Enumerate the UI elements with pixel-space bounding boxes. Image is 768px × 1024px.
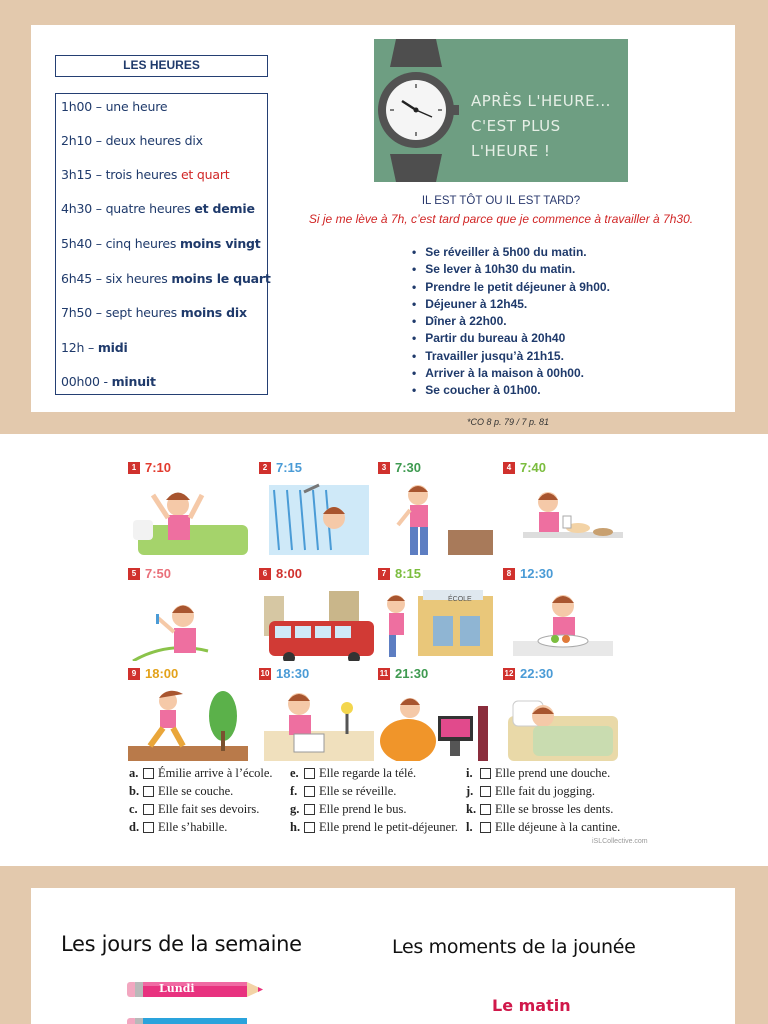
tasks-list: [412, 244, 610, 400]
scene-illustration: [128, 686, 248, 761]
scene-number: 4: [503, 462, 515, 474]
quiz-item: [290, 800, 458, 818]
scene-number: 10: [260, 669, 270, 678]
quiz-letter: k.: [466, 801, 477, 816]
scene-time: 7:30: [395, 460, 422, 475]
heure-text: 2h10 – deux heures dix: [61, 133, 203, 148]
scene-number: 9: [128, 668, 140, 680]
moment-matin: Le matin: [492, 996, 571, 1015]
scene-illustration: [259, 586, 379, 661]
quiz-column: [129, 764, 273, 836]
heure-item: [61, 374, 156, 389]
quiz-text: Elle prend une douche.: [495, 765, 611, 780]
task-item: • Déjeuner à 12h45.: [412, 296, 610, 313]
question-heading: IL EST TÔT OU IL EST TARD?: [421, 195, 581, 207]
scene-number: 5: [128, 568, 140, 580]
quiz-text: Elle fait ses devoirs.: [158, 801, 260, 816]
quiz-item: [466, 818, 620, 836]
heure-text: 4h30 – quatre heures: [61, 201, 195, 216]
scene-number: 2: [259, 462, 271, 474]
heure-text: 00h00 -: [61, 374, 112, 389]
credit-watermark: iSLCollective.com: [592, 838, 648, 845]
quiz-text: Elle prend le bus.: [319, 801, 407, 816]
heure-text: 1h00 – une heure: [61, 99, 168, 114]
quiz-checkbox[interactable]: [143, 786, 154, 797]
slide-les-heures: [31, 25, 735, 412]
watch-illustration: [374, 39, 628, 182]
heure-text: 6h45 – six heures: [61, 271, 172, 286]
quiz-letter: l.: [466, 819, 473, 834]
quiz-letter: g.: [290, 801, 300, 816]
heure-item: [61, 236, 261, 251]
scene-3: [378, 462, 493, 552]
quiz-checkbox[interactable]: [304, 786, 315, 797]
school-sign: ÉCOLE: [448, 596, 472, 603]
quiz-letter: j.: [466, 783, 474, 798]
quiz-text: Elle s’habille.: [158, 819, 228, 834]
pencil-label: Lundi: [159, 982, 195, 995]
watch-slogan-line2: C'EST PLUS L'HEURE !: [471, 117, 561, 160]
scene-time: 7:15: [276, 460, 303, 475]
scene-time: 22:30: [520, 666, 554, 681]
heure-text: 7h50 – sept heures: [61, 305, 181, 320]
scene-8: [503, 568, 618, 658]
heure-expression: et quart: [180, 167, 230, 182]
quiz-checkbox[interactable]: [304, 804, 315, 815]
quiz-item: [466, 782, 620, 800]
quiz-item: [290, 782, 458, 800]
scene-number: 12: [504, 669, 514, 678]
heure-text: 5h40 – cinq heures: [61, 236, 180, 251]
heure-item: [61, 340, 128, 355]
scene-illustration: [378, 686, 498, 761]
heure-item: [61, 305, 247, 320]
quiz-text: Elle se couche.: [158, 783, 234, 798]
scene-time: 7:50: [145, 566, 172, 581]
task-item: • Se réveiller à 5h00 du matin.: [412, 244, 610, 261]
quiz-item: [129, 782, 273, 800]
scene-illustration: [503, 586, 623, 661]
quiz-text: Elle prend le petit-déjeuner.: [319, 819, 458, 834]
scene-illustration: [503, 686, 623, 761]
quiz-item: [129, 764, 273, 782]
scene-9: [128, 668, 243, 758]
heure-item: [61, 201, 255, 216]
quiz-checkbox[interactable]: [480, 768, 491, 779]
task-item: • Se coucher à 01h00.: [412, 382, 610, 399]
quiz-item: [290, 818, 458, 836]
scene-11: [378, 668, 493, 758]
quiz-checkbox[interactable]: [480, 804, 491, 815]
quiz-column: [290, 764, 458, 836]
quiz-text: Elle fait du jogging.: [495, 783, 595, 798]
heure-item: [61, 99, 167, 114]
scene-illustration: [259, 480, 379, 555]
quiz-text: Elle déjeune à la cantine.: [495, 819, 621, 834]
scene-7: [378, 568, 493, 658]
quiz-text: Elle se réveille.: [319, 783, 397, 798]
jours-title: Les jours de la semaine: [61, 932, 302, 956]
scene-time: 8:00: [276, 566, 303, 581]
quiz-checkbox[interactable]: [480, 786, 491, 797]
watch-slogan: [471, 89, 628, 164]
heure-item: [61, 133, 203, 148]
quiz-letter: h.: [290, 819, 301, 834]
heures-title: LES HEURES: [55, 55, 268, 77]
quiz-item: [129, 818, 273, 836]
task-item: • Travailler jusqu’à 21h15.: [412, 348, 610, 365]
heure-expression: minuit: [111, 374, 156, 389]
scene-time: 7:40: [520, 460, 547, 475]
moments-title: Les moments de la jounée: [392, 936, 636, 958]
quiz-column: [466, 764, 620, 836]
quiz-letter: a.: [129, 765, 139, 780]
scene-2: [259, 462, 374, 552]
quiz-checkbox[interactable]: [480, 822, 491, 833]
quiz-checkbox[interactable]: [143, 822, 154, 833]
blue-pencil-icon: [123, 1016, 273, 1024]
scene-illustration: [128, 586, 248, 661]
example-sentence: Si je me lève à 7h, c’est tard parce que je commence à travailler à 7h30.: [308, 212, 694, 226]
quiz-letter: f.: [290, 783, 298, 798]
scene-number: 8: [503, 568, 515, 580]
heure-item: [61, 271, 271, 286]
scene-number: 6: [259, 568, 271, 580]
scene-time: 8:15: [395, 566, 422, 581]
quiz-letter: b.: [129, 783, 140, 798]
scene-number: 1: [128, 462, 140, 474]
quiz-letter: e.: [290, 765, 299, 780]
scene-time: 18:00: [145, 666, 179, 681]
task-item: • Dîner à 22h00.: [412, 313, 610, 330]
quiz-checkbox[interactable]: [304, 822, 315, 833]
quiz-letter: d.: [129, 819, 140, 834]
scene-5: [128, 568, 243, 658]
scene-time: 18:30: [276, 666, 310, 681]
scene-4: [503, 462, 618, 552]
scene-1: [128, 462, 243, 552]
scene-number: 3: [378, 462, 390, 474]
task-item: • Arriver à la maison à 00h00.: [412, 365, 610, 382]
quiz-checkbox[interactable]: [304, 768, 315, 779]
task-item: • Prendre le petit déjeuner à 9h00.: [412, 279, 610, 296]
scene-number: 11: [379, 669, 389, 678]
quiz-item: [466, 800, 620, 818]
scene-time: 21:30: [395, 666, 429, 681]
heure-text: 3h15 – trois heures: [61, 167, 181, 182]
scene-illustration: [259, 686, 379, 761]
heure-text: 12h –: [61, 340, 98, 355]
quiz-letter: i.: [466, 765, 473, 780]
scene-time: 7:10: [145, 460, 172, 475]
heure-expression: midi: [97, 340, 128, 355]
scene-6: [259, 568, 374, 658]
slide-daily-routine: [0, 434, 768, 866]
heure-expression: moins dix: [180, 305, 247, 320]
pink-pencil-icon: [123, 980, 273, 999]
page-reference: *CO 8 p. 79 / 7 p. 81: [467, 417, 550, 427]
scene-illustration: [128, 480, 248, 555]
heures-list: [55, 93, 271, 395]
heure-item: [61, 167, 229, 182]
scene-illustration: [378, 586, 498, 661]
quiz-text: Émilie arrive à l’école.: [158, 765, 273, 780]
heure-expression: moins le quart: [171, 271, 271, 286]
quiz-item: [290, 764, 458, 782]
scene-12: [503, 668, 618, 758]
scene-illustration: [378, 480, 498, 555]
pencil-blue: [123, 1016, 273, 1024]
slide-jours-moments: [31, 888, 735, 1024]
quiz-letter: c.: [129, 801, 138, 816]
pencil-lundi: [123, 980, 273, 999]
scene-10: [259, 668, 374, 758]
quiz-checkbox[interactable]: [143, 804, 154, 815]
quiz-text: Elle se brosse les dents.: [495, 801, 614, 816]
task-item: • Se lever à 10h30 du matin.: [412, 261, 610, 278]
heure-expression: moins vingt: [179, 236, 261, 251]
quiz-checkbox[interactable]: [143, 768, 154, 779]
scene-illustration: [503, 480, 623, 555]
quiz-item: [466, 764, 620, 782]
quiz-item: [129, 800, 273, 818]
quiz-text: Elle regarde la télé.: [319, 765, 417, 780]
scene-number: 7: [378, 568, 390, 580]
heure-expression: et demie: [194, 201, 255, 216]
scene-time: 12:30: [520, 566, 554, 581]
task-item: • Partir du bureau à 20h40: [412, 330, 610, 347]
watch-slogan-line1: APRÈS L'HEURE...: [471, 92, 611, 110]
